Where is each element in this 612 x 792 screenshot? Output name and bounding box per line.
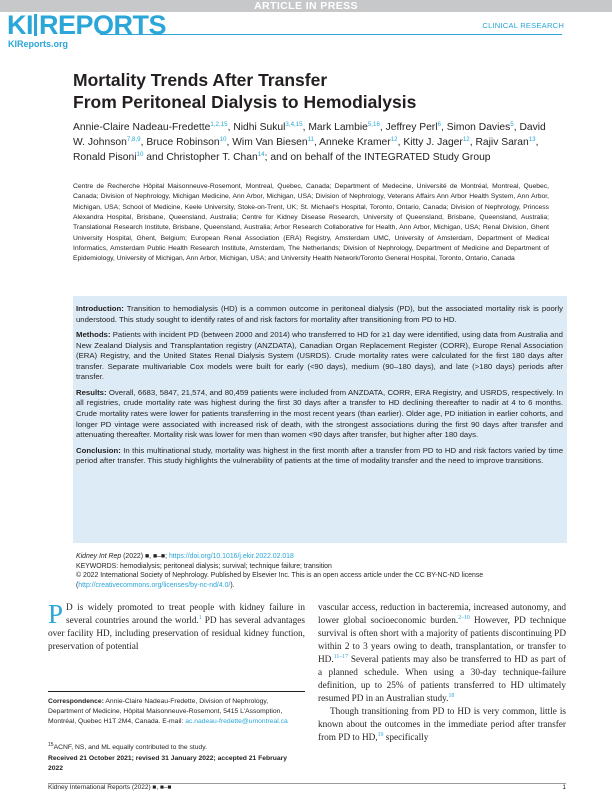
- author-affil-sup: 5: [510, 121, 514, 128]
- citation-ref: 18: [448, 693, 455, 700]
- citation-ref: 1: [198, 615, 202, 622]
- logo-separator: [34, 14, 37, 36]
- doi-link[interactable]: https://doi.org/10.1016/j.ekir.2022.02.018: [168, 553, 294, 560]
- body-column-left: P D is widely promoted to treat people with kidney failure in several countries around the world.$^1$ PD has several advantages over facility HD, including preservation of residual kidney function, preservation of potential: [48, 599, 305, 653]
- page-number: 1: [562, 784, 566, 791]
- author-name: Ronald Pisoni: [73, 151, 137, 163]
- journal-url[interactable]: KIReports.org: [8, 39, 69, 49]
- author-name: Rajiv Saran: [475, 136, 529, 148]
- citation-ref: 2–10: [458, 615, 470, 622]
- author-affil-sup: 5,16: [367, 121, 380, 128]
- citation-line: Kidney Int Rep (2022) ■, ■–■; https://doi.org/10.1016/j.ekir.2022.02.018: [76, 553, 294, 560]
- author-affil-sup: 12: [462, 135, 470, 143]
- logo-ki: KI: [7, 10, 33, 40]
- body-column-right: [318, 602, 566, 746]
- study-group: and on behalf of the INTEGRATED Study Group: [270, 151, 491, 163]
- footer-journal: Kidney International Reports (2022) ■, ■–■: [48, 784, 172, 791]
- abstract-heading: Methods:: [76, 329, 111, 339]
- author-list: Annie-Claire Nadeau-Fredette$^{1,2,15}$, Nidhi Sukul$^{3,4,15}$, Mark Lambie$^{5,16}$, Jeffrey Perl$^6$, Simon Davies$^5$, David W. Johnson$^{7,8,9}$, Bruce Robinson$^{10}$, Wim Van Biesen$^{11}$, Anneke Kramer$^{12}$, Kitty J. Jager$^{12}$, Rajiv Saran$^{13}$, Ronald Pisoni$^{10}$ and Christopher T. Chan$^{14}$; and on behalf of the INTEGRATED Study Group: [73, 121, 546, 163]
- title-line-2: From Peritoneal Dialysis to Hemodialysis: [73, 92, 417, 112]
- author-affil-sup: 1,2,15: [210, 121, 228, 128]
- abstract-methods: Methods: Patients with incident PD (between 2000 and 2014) who transferred to HD for ≥1 day were identified, using data from Australia and New Zealand Dialysis and Transplantation registry (ANZDATA), Canadian Organ Replacement Register (CORR), Europe Renal Association (ERA) Registry, and the United States Renal Dialysis System (USRDS). Crude mortality rates were calculated for the first 180 days after transfer. Separate multivariable Cox models were built for early (<90 days), medium (90–180 days), and late (>180 days) periods after transfer.: [76, 329, 563, 382]
- author-name: Nidhi Sukul: [233, 122, 286, 133]
- author-affil-sup: 11: [307, 135, 314, 143]
- equal-contribution-footnote: $^{15}$ACNF, NS, and ML equally contributed to the study.: [48, 742, 208, 751]
- abstract-conclusion: Conclusion: In this multinational study, mortality was highest in the first month after a transfer from PD to HD and risk factors varied by time period after transfer. This study highlights the vulnerability of patients at the time of modality transfer and the need to improve transitions.: [76, 445, 564, 466]
- author-name: Bruce Robinson: [146, 136, 220, 148]
- citation-ref: 19: [377, 732, 384, 739]
- affiliations: Centre de Recherche Hôpital Maisonneuve-Rosemont, Montreal, Quebec, Canada; Department of Medecine, Université de Montréal, Montreal, Quebec, Canada; Division of Nephrology, Michigan Medicine, Ann Arbor, Michigan, USA; Division of Nephrology, Veterans Affairs Ann Arbor Health System, Ann Arbor, Michigan, USA; School of Medicine, Keele University, Stoke-on-Trent, UK; St. Michael's Hospital, Toronto, Ontario, Canada; Division of Nephrology, Princess Alexandra Hospital, Brisbane, Queensland, Australia; Centre for Kidney Disease Research, University of Queensland, Brisbane, Queensland, Australia; Translational Research Institute, Brisbane, Queensland, Australia; Arbor Research Collaborative for Health, Ann Arbor, Michigan, USA; Renal Division, Ghent University Hospital, Ghent, Belgium; European Renal Association (ERA) Registry, Amsterdam UMC, University of Amsterdam, Department of Medical Informatics, Amsterdam Public Health Research Institute, Amsterdam, The Netherlands; Division of Nephrology, Department of Medicine and Department of Epidemiology, University of Michigan, Ann Arbor, Michigan, USA; and University Health Network/Toronto General Hospital, Toronto, Ontario, Canada: [73, 183, 549, 263]
- license-link[interactable]: http://creativecommons.org/licenses/by-nc-nd/4.0/: [78, 582, 231, 590]
- author-name: Christopher T. Chan: [166, 151, 258, 163]
- author-affil-sup: 10: [219, 135, 227, 143]
- logo-reports: REPORTS: [39, 10, 167, 40]
- abstract-heading: Results:: [76, 387, 107, 397]
- author-name: Jeffrey Perl: [385, 122, 438, 133]
- author-affil-sup: 12: [390, 135, 398, 143]
- author-affil-sup: 13: [528, 135, 536, 143]
- author-name: Mark Lambie: [308, 122, 368, 133]
- received-dates: Received 21 October 2021; revised 31 January 2022; accepted 21 February 2022: [48, 755, 288, 772]
- author-affil-sup: 7,8,9: [126, 135, 141, 143]
- author-affil-sup: 10: [136, 150, 144, 158]
- citation-ref: 11–17: [333, 654, 348, 661]
- article-in-press-label: ARTICLE IN PRESS: [254, 0, 358, 12]
- article-title: [73, 69, 553, 113]
- author-name: Anneke Kramer: [319, 136, 391, 148]
- body-paragraph: Though transitioning from PD to HD is very common, little is known about the outcomes in the immediate period after transfer from PD to HD,$^{19}$ specifically: [318, 707, 566, 744]
- header-rule: [100, 34, 562, 35]
- author-affil-sup: 14: [257, 150, 265, 158]
- footnote-rule: [48, 691, 305, 692]
- author-affil-sup: 6: [437, 121, 441, 128]
- correspondence-footnote: Correspondence: Annie-Claire Nadeau-Fredette, Division of Nephrology, Department of Medicine, Hôpital Maisonneuve-Rosemont, 5415 L'Assomption, Montréal, Quebec H1T 2M4, Canada. E-mail: ac.nadeau-fredette@umontreal.ca: [48, 698, 288, 725]
- email-link[interactable]: ac.nadeau-fredette@umontreal.ca: [185, 717, 288, 725]
- abstract-introduction: Introduction: Transition to hemodialysis (HD) is a common outcome in peritoneal dialysis (PD), but the associated mortality risk is poorly understood. This study sought to identify rates of and risk factors for mortality after transitioning from PD to HD.: [76, 304, 563, 324]
- author-affil-sup: 3,4,15: [285, 121, 303, 128]
- title-line-1: Mortality Trends After Transfer: [73, 70, 328, 90]
- author-name: Simon Davies: [446, 122, 511, 133]
- abstract-results: Results: Overall, 6683, 5847, 21,574, and 80,459 patients were included from ANZDATA, CORR, ERA Registry, and USRDS, respectively. In all registries, crude mortality rate was highest during the first 30 days after a transfer to HD declining thereafter to nadir at 4 to 6 months. Crude mortality rates were lower for patients transferring in the most recent years (than earlier). Older age, PD initiation in earlier cohorts, and longer PD vintage were associated with increased risk of death, with the strongest associations during the first 90 days after transfer and attenuating thereafter. Mortality risk was lower for men than women <90 days after transfer, but higher after 180 days.: [76, 387, 564, 440]
- author-name: Kitty J. Jager: [403, 136, 463, 148]
- abstract-heading: Introduction:: [76, 304, 124, 313]
- drop-cap: P: [48, 599, 64, 629]
- keywords-line: KEYWORDS: hemodialysis; peritoneal dialysis; survival; technique failure; transition: [76, 562, 332, 570]
- section-label: CLINICAL RESEARCH: [482, 21, 564, 30]
- abstract-heading: Conclusion:: [76, 445, 121, 455]
- article-metadata: [76, 552, 566, 591]
- copyright-line: © 2022 International Society of Nephrology. Published by Elsevier Inc. This is an open access article under the CC BY-NC-ND license (http://creativecommons.org/licenses/by-nc-nd/4.0/).: [76, 572, 484, 590]
- author-name: David W. Johnson: [73, 122, 546, 148]
- body-paragraph: vascular access, reduction in bacteremia, increased autonomy, and lower global socioeconomic burden.$^{2-10}$ However, PD technique survival is often short with a majority of patients discontinuing PD within 2 to 3 years owing to death, transplantation, or transfer to HD.$^{11-17}$ Several patients may also be transferred to HD as part of a planned schedule. When using a 30-day technique-failure definition, up to 25% of patients transferred to HD ultimately resumed PD in an Australian study.$^{18}$: [318, 603, 566, 705]
- author-name: Annie-Claire Nadeau-Fredette: [73, 122, 211, 133]
- abstract-box: [73, 296, 567, 543]
- author-name: Wim Van Biesen: [232, 136, 308, 148]
